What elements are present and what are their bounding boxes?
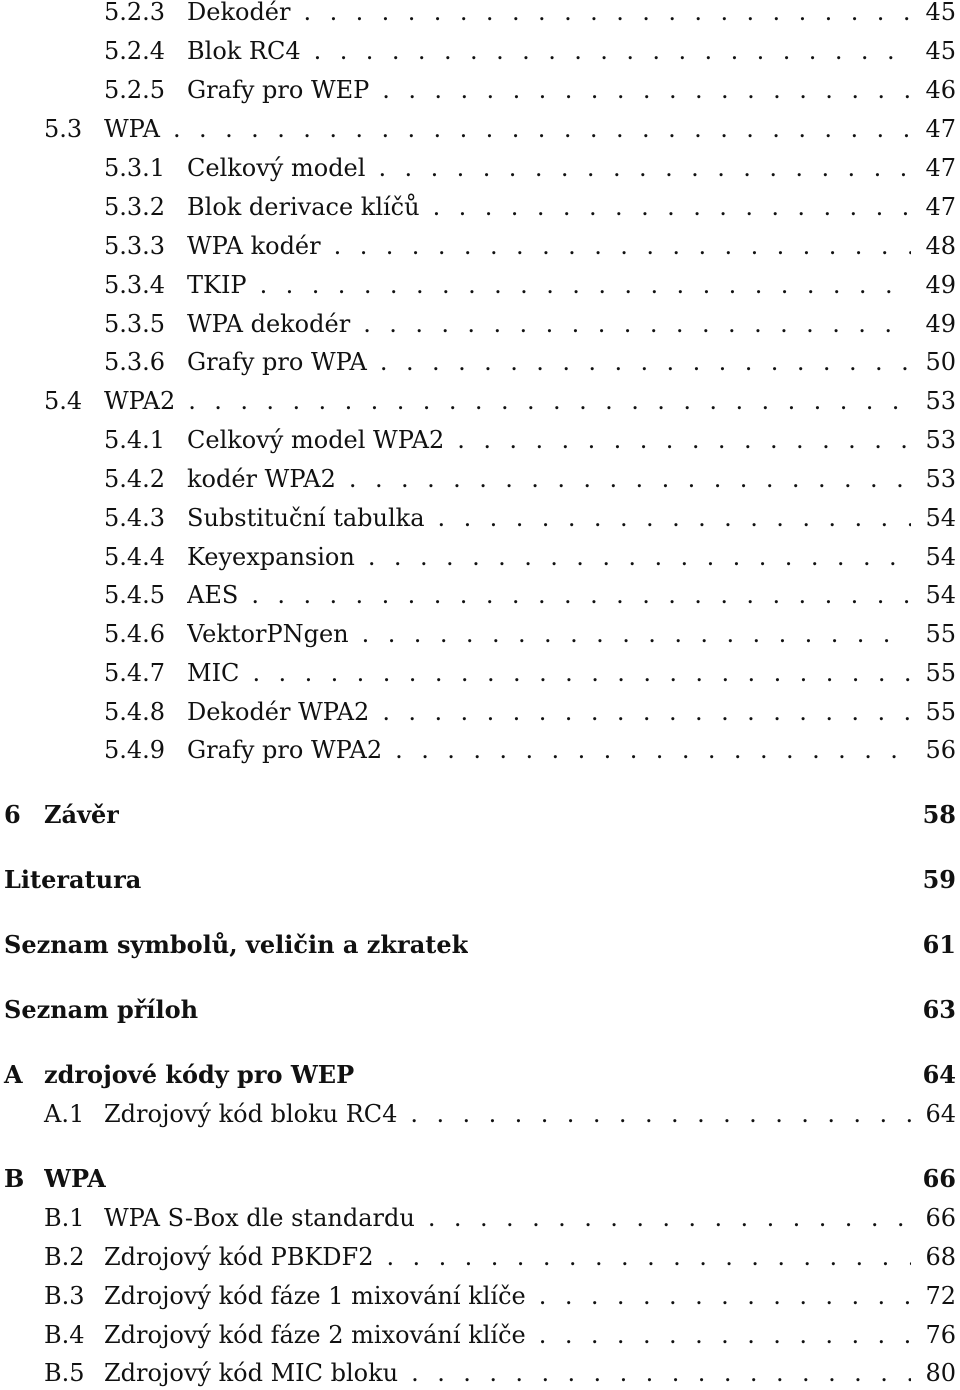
toc-entry[interactable] xyxy=(0,151,960,185)
toc-chapter[interactable] xyxy=(0,798,960,832)
toc-entry-page: 49 xyxy=(925,271,956,299)
toc-entry[interactable] xyxy=(0,695,960,729)
toc-entry-number: 5.3.4 xyxy=(104,271,166,299)
toc-entry-number: 5.3.3 xyxy=(104,232,166,260)
toc-entry[interactable] xyxy=(0,462,960,496)
toc-entry-number: A.1 xyxy=(44,1100,85,1128)
toc-entry-page: 47 xyxy=(925,193,956,221)
toc-entry-number: 5.4.5 xyxy=(104,581,166,609)
toc-chapter-number: 6 xyxy=(4,800,21,829)
toc-entry-title: WPA S-Box dle standardu . . . xyxy=(104,1201,911,1235)
toc-entry-page: 76 xyxy=(925,1321,956,1349)
toc-entry[interactable] xyxy=(0,190,960,224)
toc-entry-number: 5.4.6 xyxy=(104,620,166,648)
toc-entry[interactable] xyxy=(0,1201,960,1235)
toc-entry-number: B.5 xyxy=(44,1359,85,1387)
toc-entry-page: 56 xyxy=(925,736,956,764)
toc-entry[interactable] xyxy=(0,423,960,457)
toc-chapter-number: B xyxy=(4,1164,25,1193)
toc-entry-title: Zdrojový kód MIC bloku . . . xyxy=(104,1356,911,1390)
toc-entry-number: 5.2.3 xyxy=(104,0,166,26)
toc-entry[interactable] xyxy=(0,0,960,29)
toc-entry-number: 5.2.5 xyxy=(104,76,166,104)
toc-entry-title: Grafy pro WPA . . . xyxy=(187,345,911,379)
toc-chapter[interactable] xyxy=(0,863,960,897)
toc-entry-page: 53 xyxy=(925,426,956,454)
toc-entry[interactable] xyxy=(0,1356,960,1390)
toc-entry-number: 5.4.1 xyxy=(104,426,166,454)
toc-chapter-page: 61 xyxy=(922,930,956,959)
toc-entry-page: 80 xyxy=(925,1359,956,1387)
toc-entry-title: Grafy pro WEP . . . xyxy=(187,73,911,107)
toc-entry-page: 54 xyxy=(925,543,956,571)
toc-chapter-page: 63 xyxy=(922,995,956,1024)
toc-entry-number: B.1 xyxy=(44,1204,85,1232)
toc-entry-number: 5.4.8 xyxy=(104,698,166,726)
toc-entry[interactable] xyxy=(0,501,960,535)
toc-entry-title: AES . . . xyxy=(187,578,911,612)
toc-entry-page: 54 xyxy=(925,581,956,609)
toc-chapter-title: Literatura xyxy=(4,865,142,894)
toc-entry-number: 5.4.4 xyxy=(104,543,166,571)
toc-entry-page: 55 xyxy=(925,659,956,687)
toc-chapter-page: 58 xyxy=(922,800,956,829)
toc-entry-number: 5.4.2 xyxy=(104,465,166,493)
toc-entry-page: 45 xyxy=(925,37,956,65)
toc-entry[interactable] xyxy=(0,578,960,612)
toc-chapter-number: A xyxy=(4,1060,23,1089)
toc-chapter[interactable] xyxy=(0,993,960,1027)
toc-entry[interactable] xyxy=(0,1240,960,1274)
toc-entry-page: 53 xyxy=(925,465,956,493)
toc-chapter-title: Závěr xyxy=(44,800,119,829)
toc-entry[interactable] xyxy=(0,733,960,767)
toc-entry-title: Dekodér WPA2 . . . xyxy=(187,695,911,729)
toc-entry-page: 55 xyxy=(925,620,956,648)
toc-chapter-title: WPA xyxy=(44,1164,106,1193)
toc-entry-title: Substituční tabulka . . . xyxy=(187,501,911,535)
toc-entry-title: WPA . . . xyxy=(104,112,911,146)
toc-entry-title: WPA kodér . . . xyxy=(187,229,911,263)
toc-entry-number: B.4 xyxy=(44,1321,85,1349)
toc-chapter-title: zdrojové kódy pro WEP xyxy=(44,1060,355,1089)
toc-entry-page: 55 xyxy=(925,698,956,726)
toc-entry-page: 47 xyxy=(925,154,956,182)
toc-entry-title: Keyexpansion . . . xyxy=(187,540,911,574)
toc-entry-number: 5.3 xyxy=(44,115,83,143)
toc-entry-title: Celkový model WPA2 . . . xyxy=(187,423,911,457)
toc-chapter[interactable] xyxy=(0,1162,960,1196)
toc-chapter-page: 59 xyxy=(922,865,956,894)
toc-chapter-page: 64 xyxy=(922,1060,956,1089)
toc-entry-number: B.3 xyxy=(44,1282,85,1310)
toc-entry[interactable] xyxy=(0,617,960,651)
toc-entry-number: 5.3.5 xyxy=(104,310,166,338)
toc-entry-title: Zdrojový kód fáze 2 mixování klíče . . . xyxy=(104,1318,911,1352)
toc-entry-page: 45 xyxy=(925,0,956,26)
toc-entry-title: kodér WPA2 . . . xyxy=(187,462,911,496)
toc-entry-page: 48 xyxy=(925,232,956,260)
toc-chapter-page: 66 xyxy=(922,1164,956,1193)
toc-entry[interactable] xyxy=(0,1318,960,1352)
toc-entry-page: 68 xyxy=(925,1243,956,1271)
toc-entry[interactable] xyxy=(0,229,960,263)
toc-entry[interactable] xyxy=(0,384,960,418)
toc-entry-page: 53 xyxy=(925,387,956,415)
toc-chapter-title: Seznam příloh xyxy=(4,995,199,1024)
toc-entry[interactable] xyxy=(0,656,960,690)
toc-entry-page: 64 xyxy=(925,1100,956,1128)
toc-entry-number: 5.4.3 xyxy=(104,504,166,532)
toc-entry-title: TKIP . . . xyxy=(187,268,911,302)
toc-entry-number: B.2 xyxy=(44,1243,85,1271)
toc-entry-page: 47 xyxy=(925,115,956,143)
toc-entry-title: Dekodér . . . xyxy=(187,0,911,29)
toc-entry[interactable] xyxy=(0,1097,960,1131)
toc-entry-title: WPA2 . . . xyxy=(104,384,911,418)
toc-entry-number: 5.2.4 xyxy=(104,37,166,65)
toc-entry-title: Celkový model . . . xyxy=(187,151,911,185)
toc-entry-title: VektorPNgen . . . xyxy=(187,617,911,651)
toc-entry-number: 5.4 xyxy=(44,387,83,415)
toc-entry-number: 5.4.9 xyxy=(104,736,166,764)
toc-entry-number: 5.3.1 xyxy=(104,154,166,182)
toc-entry-page: 50 xyxy=(925,348,956,376)
toc-entry-number: 5.3.2 xyxy=(104,193,166,221)
toc-entry[interactable] xyxy=(0,1279,960,1313)
toc-entry-title: Zdrojový kód fáze 1 mixování klíče . . . xyxy=(104,1279,911,1313)
toc-entry-title: WPA dekodér . . . xyxy=(187,307,911,341)
toc-entry[interactable] xyxy=(0,34,960,68)
toc-chapter[interactable] xyxy=(0,928,960,962)
toc-entry-number: 5.4.7 xyxy=(104,659,166,687)
toc-entry[interactable] xyxy=(0,540,960,574)
toc-entry[interactable] xyxy=(0,112,960,146)
toc-entry-page: 72 xyxy=(925,1282,956,1310)
toc-entry-page: 66 xyxy=(925,1204,956,1232)
toc-entry[interactable] xyxy=(0,345,960,379)
toc-entry-page: 49 xyxy=(925,310,956,338)
toc-entry-page: 46 xyxy=(925,76,956,104)
toc-entry[interactable] xyxy=(0,73,960,107)
toc-entry[interactable] xyxy=(0,268,960,302)
toc-entry-title: Zdrojový kód bloku RC4 . . . xyxy=(104,1097,911,1131)
toc-entry[interactable] xyxy=(0,307,960,341)
toc-entry-title: Grafy pro WPA2 . . . xyxy=(187,733,911,767)
toc-entry-title: Blok derivace klíčů . . . xyxy=(187,190,911,224)
toc-chapter-title: Seznam symbolů, veličin a zkratek xyxy=(4,930,469,959)
toc-entry-page: 54 xyxy=(925,504,956,532)
toc-entry-title: Blok RC4 . . . xyxy=(187,34,911,68)
toc-entry-title: MIC . . . xyxy=(187,656,911,690)
toc-entry-title: Zdrojový kód PBKDF2 . . . xyxy=(104,1240,911,1274)
toc-entry-number: 5.3.6 xyxy=(104,348,166,376)
toc-chapter[interactable] xyxy=(0,1058,960,1092)
